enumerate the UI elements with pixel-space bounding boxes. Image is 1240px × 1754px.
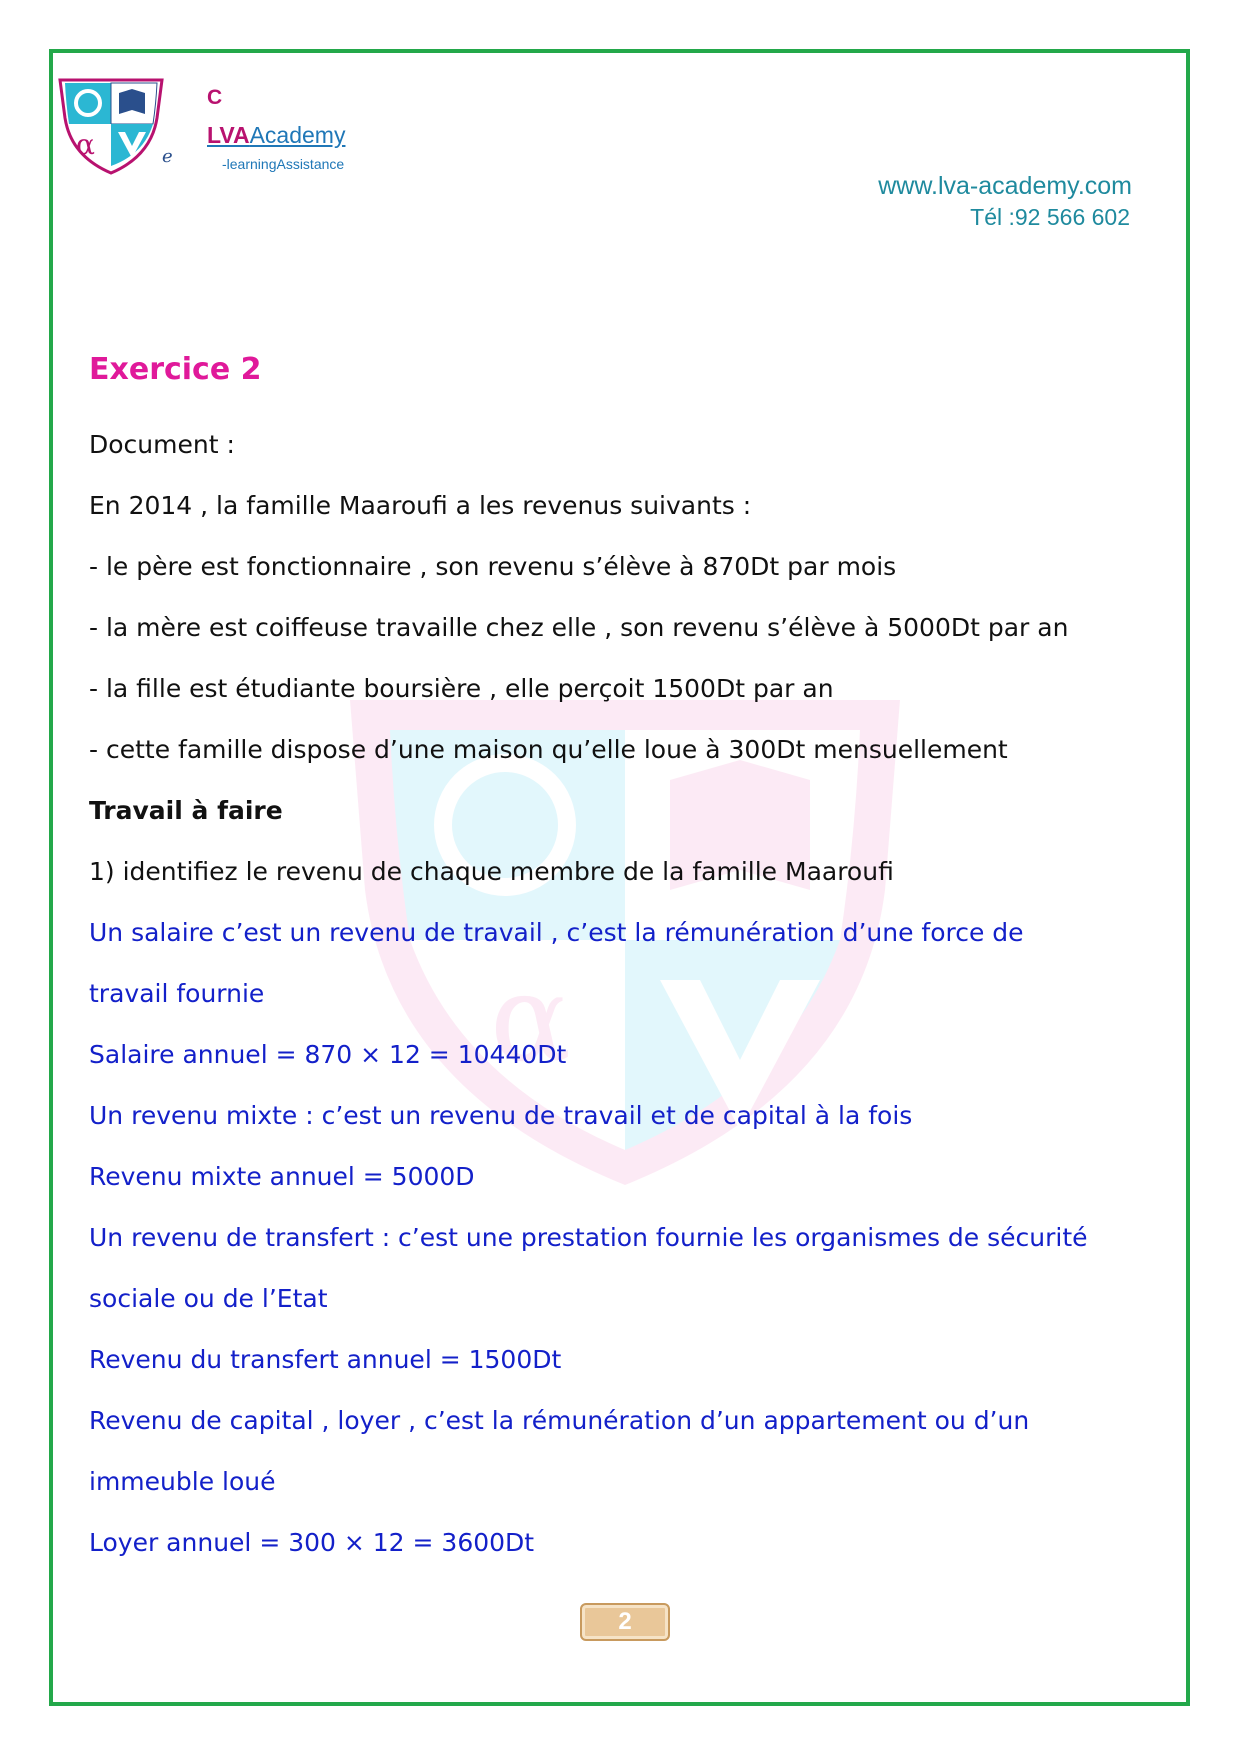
answer-line: immeuble loué — [89, 1467, 276, 1496]
page-number: 2 — [580, 1603, 670, 1641]
exercise-content — [89, 350, 1169, 1573]
document-label: Document : — [89, 430, 235, 459]
brand-academy: Academy — [249, 122, 346, 148]
income-item: - le père est fonctionnaire , son revenu s’élève à 870Dt par mois — [89, 552, 897, 581]
brand-name — [207, 122, 345, 149]
svg-text:α: α — [76, 128, 95, 161]
answer-line: Un revenu mixte : c’est un revenu de travail et de capital à la fois — [89, 1101, 913, 1130]
intro-text: En 2014 , la famille Maaroufi a les revenus suivants : — [89, 491, 752, 520]
answer-line: Revenu de capital , loyer , c’est la rémunération d’un appartement ou d’un — [89, 1406, 1030, 1435]
brand-lva: LVA — [207, 122, 250, 148]
task-heading: Travail à faire — [89, 796, 283, 825]
phone-number: Tél :92 566 602 — [970, 204, 1130, 230]
website-link[interactable]: www.lva-academy.com — [878, 172, 1132, 200]
exercise-title: Exercice 2 — [89, 352, 262, 387]
answer-line: Revenu mixte annuel = 5000D — [89, 1162, 475, 1191]
answer-line: Un salaire c’est un revenu de travail , c’est la rémunération d’une force de — [89, 918, 1024, 947]
answer-line: Loyer annuel = 300 × 12 = 3600Dt — [89, 1528, 535, 1557]
answer-line: Salaire annuel = 870 × 12 = 10440Dt — [89, 1040, 567, 1069]
income-item: - cette famille dispose d’une maison qu’elle loue à 300Dt mensuellement — [89, 735, 1008, 764]
brand-letter: C — [207, 86, 223, 109]
answer-line: Un revenu de transfert : c’est une prestation fournie les organismes de sécurité — [89, 1223, 1088, 1252]
lva-logo-icon — [56, 76, 166, 176]
answer-line: sociale ou de l’Etat — [89, 1284, 328, 1313]
logo-letter: e — [162, 146, 173, 167]
income-item: - la mère est coiffeuse travaille chez elle , son revenu s’élève à 5000Dt par an — [89, 613, 1069, 642]
svg-text:α: α — [490, 950, 572, 1089]
question-1: 1) identifiez le revenu de chaque membre de la famille Maaroufi — [89, 857, 894, 886]
brand-tagline: -learningAssistance — [222, 156, 345, 172]
income-item: - la fille est étudiante boursière , elle perçoit 1500Dt par an — [89, 674, 834, 703]
answer-line: Revenu du transfert annuel = 1500Dt — [89, 1345, 562, 1374]
answer-line: travail fournie — [89, 979, 265, 1008]
